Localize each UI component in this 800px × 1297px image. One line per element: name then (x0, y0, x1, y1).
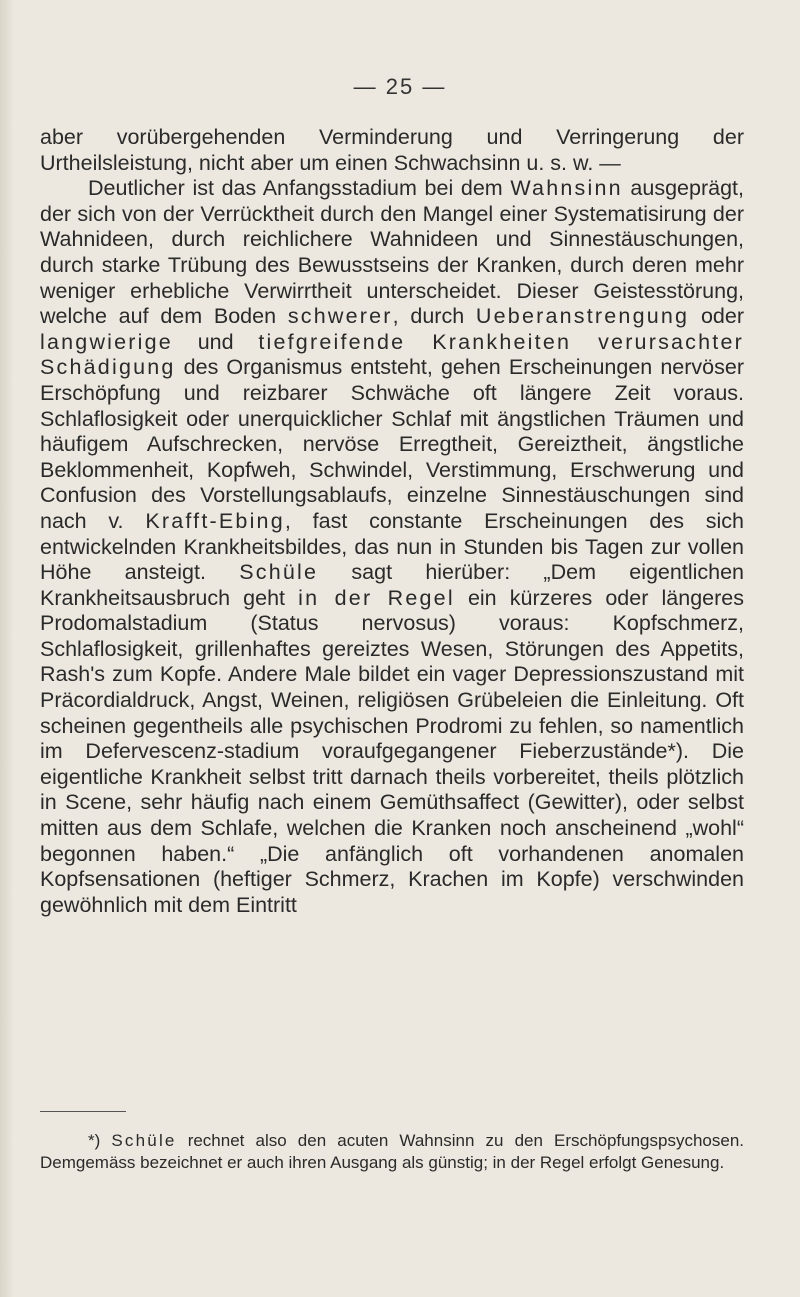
spaced-emphasis: schwerer (287, 304, 393, 329)
page-edge-shadow (0, 0, 14, 1297)
paragraph-2 (40, 176, 744, 918)
spaced-emphasis: Krafft-Ebing (145, 508, 285, 533)
text-run: *) (88, 1131, 112, 1150)
text-run: sagt hierüber: „Dem eigentlichen Krankheitsausbruch geht (40, 560, 744, 610)
text-run: ausgeprägt, der sich von der Verrücktheit durch den Mangel einer Systematisirung der Wahnideen, durch reichlichere Wahnideen und Sinnestäuschungen, durch starke Trübung des Bewusstseins der Kranken, durch deren mehr weniger erhebliche Verwirrtheit unterscheidet. Dieser Geistesstörung, welche auf dem Boden (40, 176, 744, 329)
spaced-emphasis: langwierige (40, 329, 173, 354)
text-run: , durch (392, 304, 476, 329)
spaced-emphasis: Ueberanstrengung (475, 304, 690, 329)
page-number: — 25 — (353, 74, 447, 99)
footnote-divider (40, 1111, 126, 1112)
spaced-emphasis: Schüle (111, 1131, 177, 1150)
text-run: des Organismus entsteht, gehen Erscheinungen nervöser Erschöpfung und reizbarer Schwäche oft längere Zeit voraus. Schlaflosigkeit oder unerquicklicher Schlaf mit ängstlichen Träumen und häufigem Aufschrecken, nervöse Erregtheit, Gereiztheit, ängstliche Beklommenheit, Kopfweh, Schwindel, Verstimmung, Erschwerung und Confusion des Vorstellungsablaufs, einzelne Sinnestäuschungen sind nach v. (40, 355, 744, 533)
body-text (40, 125, 744, 918)
text-run: , fast constante Erscheinungen des sich entwickelnden Krankheitsbildes, das nun in Stunden bis Tagen zur vollen Höhe ansteigt. (40, 508, 744, 585)
spaced-emphasis: in der Regel (298, 585, 455, 610)
spaced-emphasis: Wahnsinn (510, 176, 623, 201)
text-run: und (172, 329, 259, 354)
text-run: aber vorübergehenden Verminderung und Verringerung der Urtheilsleistung, nicht aber um einen Schwachsinn u. s. w. — (40, 125, 744, 175)
paragraph-1 (40, 125, 744, 176)
footnote (40, 1130, 744, 1174)
text-run: ein kürzeres oder längeres Prodomalstadium (Status nervosus) voraus: Kopfschmerz, Schlaflosigkeit, grillenhaftes gereiztes Wesen, Störungen des Appetits, Rash's zum Kopfe. Andere Male bildet ein vager Depressionszustand mit Präcordialdruck, Angst, Weinen, religiösen Grübeleien die Einleitung. Oft scheinen gegentheils alle psychischen Prodromi zu fehlen, so namentlich im Defervescenz-stadium voraufgegangener Fieberzustände*). Die eigentliche Krankheit selbst tritt darnach theils vorbereitet, theils plötzlich in Scene, sehr häufig nach einem Gemüthsaffect (Gewitter), oder selbst mitten aus dem Schlafe, welchen die Kranken noch anscheinend „wohl“ begonnen haben.“ „Die anfänglich oft vorhandenen anomalen Kopfsensationen (heftiger Schmerz, Krachen im Kopfe) verschwinden gewöhnlich mit dem Eintritt (40, 585, 744, 917)
text-run: rechnet also den acuten Wahnsinn zu den Erschöpfungspsychosen. Demgemäss bezeichnet er auch ihren Ausgang als günstig; in der Regel erfolgt Genesung. (40, 1131, 744, 1172)
footnote-text (40, 1130, 744, 1174)
text-run: oder (689, 304, 745, 329)
text-run: Deutlicher ist das Anfangsstadium bei dem (88, 176, 511, 201)
spaced-emphasis: Schüle (239, 560, 319, 585)
spaced-emphasis: tiefgreifende Krankheiten verursachter Schädigung (40, 329, 744, 380)
